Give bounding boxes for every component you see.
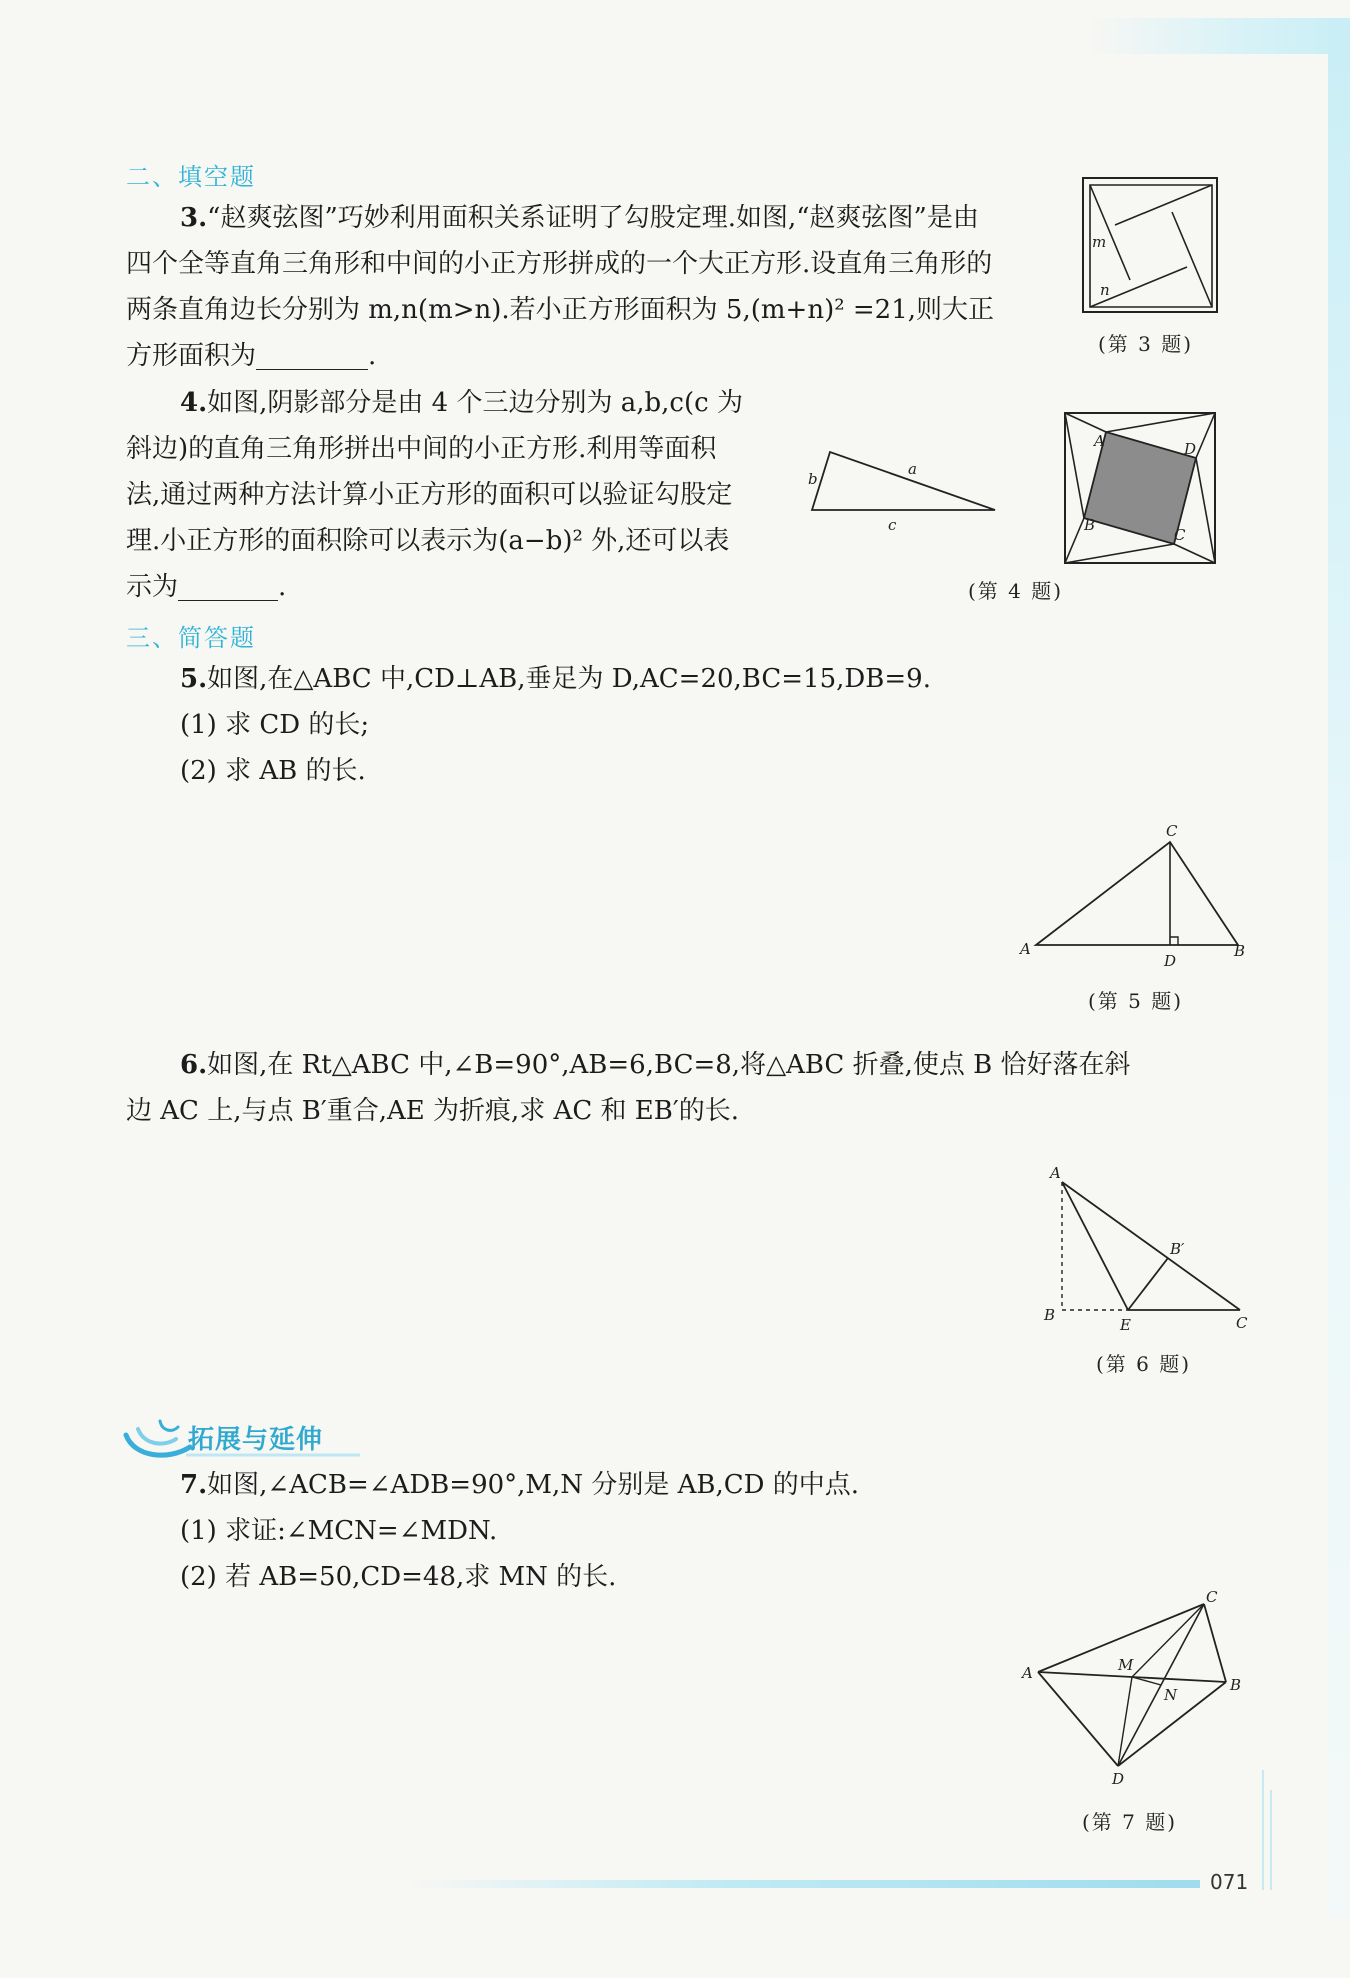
answer-blank-4[interactable]: [178, 574, 278, 601]
question-6-line-1: 如图,在 Rt△ABC 中,∠B=90°,AB=6,BC=8,将△ABC 折叠,使点 B 恰好落在斜: [207, 1050, 1131, 1080]
figure-5-triangle: [1016, 820, 1256, 970]
footer-bar: [410, 1880, 1200, 1888]
caption-5: (第 5 题): [1088, 989, 1184, 1013]
caption-7: (第 7 题): [1082, 1810, 1178, 1834]
fig4-label-c: c: [888, 516, 897, 534]
fig7-label-A: A: [1022, 1664, 1033, 1682]
extension-title: 拓展与延伸: [188, 1425, 324, 1455]
question-5-part-2: (2) 求 AB 的长.: [180, 756, 366, 786]
question-5-number: 5.: [180, 664, 208, 694]
page-number: 071: [1210, 1870, 1249, 1894]
fig6-label-B: B: [1044, 1306, 1056, 1324]
fig5-label-A: A: [1020, 940, 1031, 958]
question-4-line-5: 示为: [126, 572, 179, 602]
question-4-number: 4.: [180, 388, 208, 418]
fig4-triangle: [812, 452, 995, 510]
question-3-line-4: 方形面积为: [126, 341, 257, 371]
fig4-label-a: a: [908, 460, 917, 478]
fig6-label-A: A: [1050, 1164, 1061, 1182]
footer-rule-1: [1262, 1770, 1264, 1890]
fig3-line-3: [1172, 212, 1212, 307]
fig5-label-D: D: [1164, 952, 1177, 970]
edge-decoration: [1328, 18, 1350, 1918]
fig7-label-C: C: [1206, 1590, 1218, 1606]
question-3-number: 3.: [180, 203, 208, 233]
question-4-line-1: 如图,阴影部分是由 4 个三边分别为 a,b,c(c 为: [207, 388, 743, 418]
fig3-line-2: [1115, 185, 1212, 225]
figure-7-quadrilateral: [1016, 1590, 1256, 1790]
fig4-label-D: D: [1184, 440, 1197, 458]
question-7-number: 7.: [180, 1470, 208, 1500]
footer-rule-2: [1270, 1790, 1272, 1890]
caption-3: (第 3 题): [1098, 332, 1194, 356]
question-7-text: 如图,∠ACB=∠ADB=90°,M,N 分别是 AB,CD 的中点.: [207, 1470, 859, 1500]
fig7-MC: [1132, 1604, 1204, 1677]
question-7-part-2: (2) 若 AB=50,CD=48,求 MN 的长.: [180, 1562, 617, 1592]
fig7-AD: [1038, 1672, 1118, 1766]
question-6-line-2: 边 AC 上,与点 B′重合,AE 为折痕,求 AC 和 EB′的长.: [126, 1096, 740, 1126]
question-3-line-1: “赵爽弦图”巧妙利用面积关系证明了勾股定理.如图,“赵爽弦图”是由: [207, 203, 979, 233]
question-4-end: .: [278, 572, 287, 602]
question-5-text: 如图,在△ABC 中,CD⊥AB,垂足为 D,AC=20,BC=15,DB=9.: [207, 664, 931, 694]
fig4-label-C: C: [1174, 526, 1186, 544]
fig6-AC: [1062, 1182, 1240, 1310]
fig4-label-b: b: [808, 470, 818, 488]
answer-blank-3[interactable]: [256, 343, 368, 370]
question-3-line-3: 两条直角边长分别为 m,n(m>n).若小正方形面积为 5,(m+n)² =21,则大正: [126, 295, 995, 325]
fig7-CB: [1204, 1604, 1226, 1682]
fig7-label-M: M: [1118, 1656, 1134, 1674]
fig5-triangle: [1036, 842, 1238, 945]
question-7-part-1: (1) 求证:∠MCN=∠MDN.: [180, 1516, 498, 1546]
question-4-line-4: 理.小正方形的面积除可以表示为(a−b)² 外,还可以表: [126, 526, 730, 556]
fig5-label-C: C: [1166, 822, 1178, 840]
fig7-label-D: D: [1112, 1770, 1125, 1788]
extension-swoosh-3: [160, 1421, 178, 1430]
figure-6-fold-triangle: [1036, 1160, 1256, 1340]
fig6-EB2: [1128, 1258, 1168, 1310]
question-3-line-2: 四个全等直角三角形和中间的小正方形拼成的一个大正方形.设直角三角形的: [126, 249, 993, 279]
fig5-right-angle: [1170, 937, 1178, 945]
figure-3-zhao-shuang-diagram: [1080, 175, 1220, 315]
question-4-line-2: 斜边)的直角三角形拼出中间的小正方形.利用等面积: [126, 434, 717, 464]
fig3-label-m: m: [1092, 233, 1107, 251]
fig6-label-C: C: [1236, 1314, 1248, 1332]
fig5-label-B: B: [1234, 942, 1246, 960]
caption-6: (第 6 题): [1096, 1352, 1192, 1376]
question-4-line-3: 法,通过两种方法计算小正方形的面积可以验证勾股定: [126, 480, 733, 510]
question-4: [126, 380, 806, 610]
section-title-short: 三、简答题: [126, 624, 256, 652]
question-7: [180, 1462, 1060, 1600]
fig6-label-E: E: [1120, 1316, 1131, 1334]
question-5-part-1: (1) 求 CD 的长;: [180, 710, 370, 740]
fig3-label-n: n: [1100, 281, 1110, 299]
fig4-label-B: B: [1084, 516, 1096, 534]
fig6-label-B-prime: B′: [1170, 1240, 1185, 1258]
section-title-fill: 二、填空题: [126, 163, 256, 191]
question-3: [126, 195, 1066, 379]
fig7-label-B: B: [1230, 1676, 1242, 1694]
question-6-number: 6.: [180, 1050, 208, 1080]
question-6: [126, 1042, 1256, 1134]
corner-decoration: [1090, 18, 1350, 54]
caption-4: (第 4 题): [968, 579, 1064, 603]
question-3-end: .: [368, 341, 377, 371]
fig7-label-N: N: [1164, 1686, 1178, 1704]
question-5: [180, 656, 1060, 794]
figure-4-square-diagram: [1062, 410, 1218, 566]
fig6-AE: [1062, 1182, 1128, 1310]
figure-4-right-triangle: [800, 440, 1010, 540]
fig4-label-A: A: [1094, 432, 1105, 450]
